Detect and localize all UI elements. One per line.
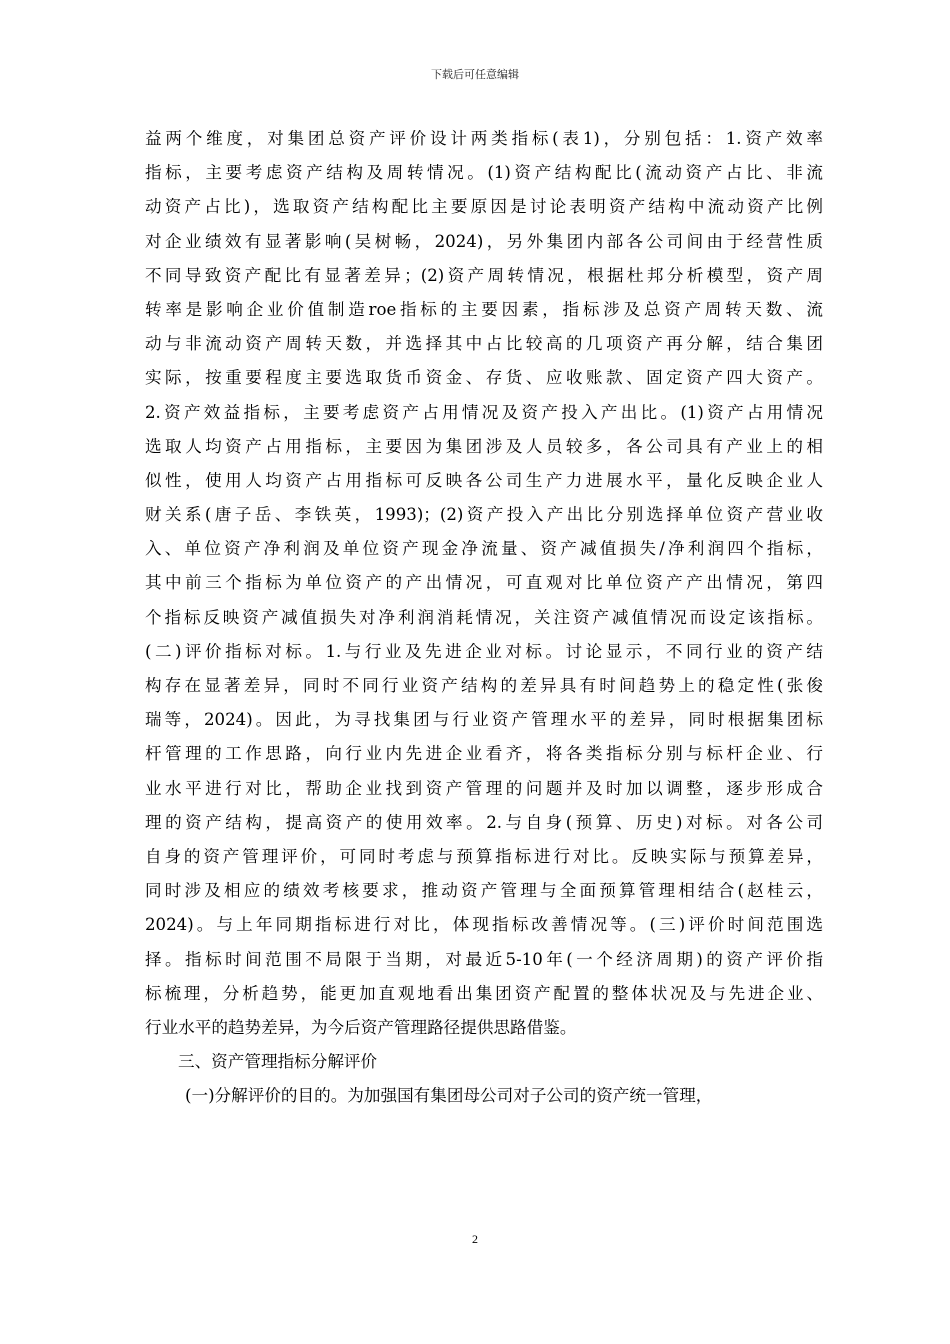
body-line: 理的资产结构，提高资产的使用效率。2.与自身(预算、历史)对标。对各公司 xyxy=(145,812,823,832)
body-line: 对企业绩效有显著影响(吴树畅，2024)，另外集团内部各公司间由于经营性质 xyxy=(145,231,823,251)
body-line: 益两个维度，对集团总资产评价设计两类指标(表1)，分别包括：1.资产效率 xyxy=(145,129,823,148)
page-number: 2 xyxy=(472,1232,478,1246)
body-line: 标梳理，分析趋势，能更加直观地看出集团资产配置的整体状况及与先进企业、 xyxy=(145,983,823,1003)
body-line: 瑞等，2024)。因此，为寻找集团与行业资产管理水平的差异，同时根据集团标 xyxy=(145,710,823,730)
body-line: 动资产占比)，选取资产结构配比主要原因是讨论表明资产结构中流动资产比例 xyxy=(145,197,823,217)
subsection-line: (一)分解评价的目的。为加强国有集团母公司对子公司的资产统一管理， xyxy=(185,1086,713,1106)
body-line: 杆管理的工作思路，向行业内先进企业看齐，将各类指标分别与标杆企业、行 xyxy=(145,744,823,764)
body-line: 2024)。与上年同期指标进行对比，体现指标改善情况等。(三)评价时间范围选 xyxy=(145,915,823,935)
body-line: (二)评价指标对标。1.与行业及先进企业对标。讨论显示，不同行业的资产结 xyxy=(145,641,823,661)
body-line: 业水平进行对比，帮助企业找到资产管理的问题并及时加以调整，逐步形成合 xyxy=(145,778,823,798)
body-line: 入、单位资产净利润及单位资产现金净流量、资产减值损失/净利润四个指标， xyxy=(145,539,823,559)
document-body xyxy=(145,122,823,1113)
body-line: 构存在显著差异，同时不同行业资产结构的差异具有时间趋势上的稳定性(张俊 xyxy=(145,676,823,695)
body-line: 自身的资产管理评价，可同时考虑与预算指标进行对比。反映实际与预算差异， xyxy=(145,846,823,866)
body-line: 动与非流动资产周转天数，并选择其中占比较高的几项资产再分解，结合集团 xyxy=(145,334,823,354)
section-heading: 三、资产管理指标分解评价 xyxy=(178,1052,378,1072)
body-line: 择。指标时间范围不局限于当期，对最近5-10年(一个经济周期)的资产评价指 xyxy=(145,949,823,969)
body-line: 其中前三个指标为单位资产的产出情况，可直观对比单位资产产出情况，第四 xyxy=(145,573,823,593)
body-line: 行业水平的趋势差异，为今后资产管理路径提供思路借鉴。 xyxy=(145,1017,577,1037)
body-line: 似性，使用人均资产占用指标可反映各公司生产力进展水平，量化反映企业人 xyxy=(145,470,823,490)
body-line: 不同导致资产配比有显著差异；(2)资产周转情况，根据杜邦分析模型，资产周 xyxy=(145,265,823,285)
page-header: 下载后可任意编辑 xyxy=(431,68,519,81)
body-line: 转率是影响企业价值制造roe指标的主要因素，指标涉及总资产周转天数、流 xyxy=(145,299,823,319)
body-line: 实际，按重要程度主要选取货币资金、存货、应收账款、固定资产四大资产。 xyxy=(145,368,823,388)
body-line: 财关系(唐子岳、李铁英，1993)；(2)资产投入产出比分别选择单位资产营业收 xyxy=(145,505,823,525)
body-line: 同时涉及相应的绩效考核要求，推动资产管理与全面预算管理相结合(赵桂云， xyxy=(145,881,823,901)
body-line: 2.资产效益指标，主要考虑资产占用情况及资产投入产出比。(1)资产占用情况 xyxy=(145,402,823,422)
body-line: 指标，主要考虑资产结构及周转情况。(1)资产结构配比(流动资产占比、非流 xyxy=(145,163,823,183)
body-line: 选取人均资产占用指标，主要因为集团涉及人员较多，各公司具有产业上的相 xyxy=(145,436,823,456)
body-line: 个指标反映资产减值损失对净利润消耗情况，关注资产减值情况而设定该指标。 xyxy=(145,607,823,627)
